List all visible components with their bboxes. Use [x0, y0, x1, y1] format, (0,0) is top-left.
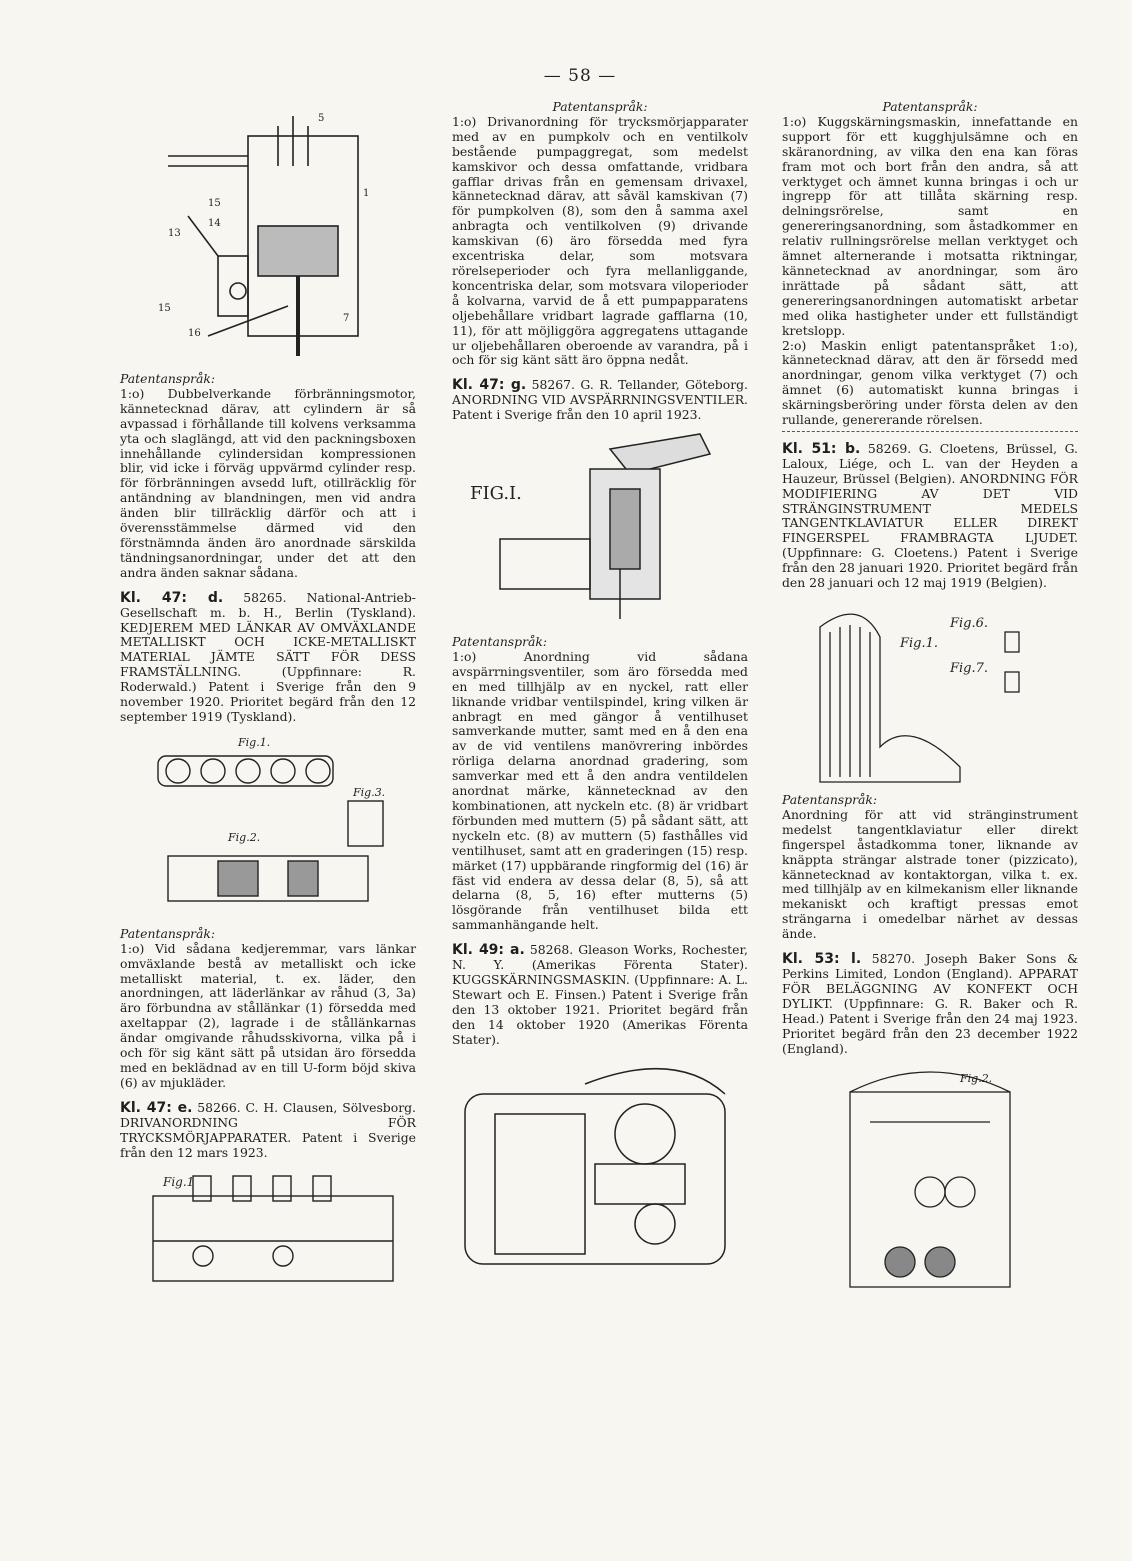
- entry-text: 58269. G. Cloetens, Brüssel, G. Laloux, Liége, och L. van der Heyden a Hauzeur, Brüssel (Belgien). ANORDNING FÖR MODIFIERING AV DET VID STRÄNGINSTRUMENT MEDELS TANGENTKLAVIATUR ELLER DIREKT FINGERSPEL FRAMBRAGTA LJUDET. (Uppfinnare: G. Cloetens.) Patent i Sverige från den 28 januari 1920. Prioritet begärd från den 28 januari och 12 maj 1919 (Belgien).: [782, 440, 1078, 591]
- column-right: [782, 100, 1078, 1298]
- shutoff-valve-drawing: [460, 429, 740, 629]
- claim-text: 1:o) Dubbelverkande förbränningsmotor, kännetecknad därav, att cylindern är så avpassad i förhållande till kolvens verksamma yta och slaglängd, att vid den packningsboxen innehållande cylindersidan kompressionen blir, vid icke i förväg uppvärmd cylinder resp. för förbränningen avsedd luft, otillräcklig för antändning av blandningen, men vid andra änden blir tillräcklig därför och att i överensstämmelse därmed vid den förstnämnda änden äro anordnade särskilda tändningsanordningar, under det att den andra änden saknar sådana.: [120, 385, 416, 580]
- patent-entry: [452, 943, 748, 1047]
- entry-text: 58266. C. H. Clausen, Sölvesborg. DRIVANORDNING FÖR TRYCKSMÖRJAPPARATER. Patent i Sverige från den 12 mars 1923.: [120, 1099, 416, 1160]
- claims-heading: Patentanspråk:: [120, 925, 216, 941]
- separator: [782, 431, 1078, 432]
- claim-text: Anordning för att vid stränginstrument medelst tangentklaviatur eller direkt fingerspel åstadkomma toner, liknande av knäppta strängar alstrade toner (pizzicato), kännetecknad av kontaktorgan, vilka t. ex. med tillhjälp av en kilmekanism eller liknande mekaniskt och kraftigt pressas emot strängarna i omedelbar närhet av dessas ände.: [782, 806, 1078, 942]
- lubricator-pump-drawing: [123, 1166, 413, 1286]
- claims-heading: Patentanspråk:: [882, 99, 978, 114]
- chain-fig3-label: Fig.3.: [353, 785, 386, 799]
- entry-text: 58267. G. R. Tellander, Göteborg. ANORDNING VID AVSPÄRRNINGSVENTILER. Patent i Sverige från den 10 april 1923.: [452, 377, 748, 423]
- patent-entry: [120, 1101, 416, 1161]
- claims-heading: Patentanspråk:: [782, 792, 878, 807]
- patent-entry: [452, 378, 748, 423]
- class-label: Kl. 47: d.: [120, 589, 224, 606]
- entry-text: 58265. National-Antrieb-Gesellschaft m. b. H., Berlin (Tyskland). KEDJEREM MED LÄNKAR AV OMVÄXLANDE METALLISKT OCH ICKE-METALLISKT MATERIAL JÄMTE SÄTT FÖR DESS FRAMSTÄLLNING. (Uppfinnare: R. Roderwald.) Patent i Sverige från den 9 november 1920. Prioritet begärd från den 12 september 1919 (Tyskland).: [120, 589, 416, 724]
- page-number: — 58 —: [543, 66, 617, 86]
- claim-text: 1:o) Kuggskärningsmaskin, innefattande en support för ett kugghjulsämne och en skäranordning, av vilka den ena kan föras fram mot och bort från den andra, så att verktyget och ämnet kunna bringas i och ur ingrepp för att tillåta skärning resp. delningsrörelse, samt en genereringsanordning, som åstadkommer en relativ rullningsrörelse mellan verktyget och ämnet alternerande i motsatta riktningar, kännetecknad av anordningar, som äro inrättade på sådant sätt, att genereringsanordningen automatiskt arbetar med olika hastigheter under ett fullständigt kretslopp.: [782, 113, 1078, 338]
- valve-fig-label: FIG.I.: [470, 483, 522, 505]
- column-middle: [452, 100, 748, 1280]
- patent-entry: [782, 952, 1078, 1056]
- claim-text: 1:o) Anordning vid sådana avspärrningsventiler, som äro försedda med en med tillhjälp av en nyckel, ratt eller liknande vridbar ventilspindel, kring vilken är anbragt en med gängor å ventilhuset samverkande mutter, samt med en å den ena av de vid ventilens manövrering inbördes rörliga delarna anordnad gradering, som samverkar med ett å den andra ventildelen anordnat märke, kännetecknad av den kombinationen, att nyckeln etc. (8) är vridbart förbunden med muttern (5) på sådant sätt, att nyckeln etc. (8) av muttern (5) fasthålles vid ventilhuset, samt att en graderingen (15) resp. märket (17) uppbärande ringformig del (16) är fäst vid endera av dessa delar (8, 5), så att delarna (8, 5, 16) efter mutterns (5) lösgörande från ventilhuset bilda ett sammanhängande helt.: [452, 648, 748, 933]
- svg-text:1: 1: [363, 188, 370, 199]
- claims-heading: Patentanspråk:: [552, 99, 648, 114]
- patent-entry: [120, 591, 416, 725]
- chain-fig1-label: Fig.1.: [238, 735, 271, 749]
- svg-text:15: 15: [208, 198, 221, 209]
- claims-heading: Patentanspråk:: [452, 634, 548, 650]
- piano-fig7-label: Fig.7.: [950, 661, 989, 676]
- gear-cutting-machine-drawing: [455, 1054, 745, 1274]
- entry-text: 58268. Gleason Works, Rochester, N. Y. (Amerikas Förenta Stater). KUGGSKÄRNINGSMASKIN. (Uppfinnare: A. L. Stewart och E. Finsen.) Patent i Sverige från den 13 oktober 1921. Prioritet begärd från den 14 oktober 1920 (Amerikas Förenta Stater).: [452, 942, 748, 1047]
- claim-text: 1:o) Drivanordning för trycksmörjapparater med av en pumpkolv och en ventilkolv bestående pumpaggregat, som medelst kamskivor och dessa omfattande, vridbara gafflar drivas från en gemensam drivaxel, kännetecknad därav, att såväl kamskivan (7) för pumpkolven (8), som den å samma axel anbragta och ventilkolven (9) drivande kamskivan (6) äro försedda med fyra excentriska delar, som motsvara rörelseperioder och fyra mellanliggande, koncentriska delar, som motsvara viloperioder å kolvarna, varvid de å ett pumpapparatens oljebehållare vridbart lagrade gafflarna (10, 11), för att möjliggöra aggregatens uttagande ur oljebehållaren oberoende av varandra, på i och för sig känt sätt äro öppna nedåt.: [452, 113, 748, 368]
- svg-text:13: 13: [168, 228, 181, 239]
- patent-entry: [782, 442, 1078, 591]
- svg-text:15: 15: [158, 303, 171, 314]
- coating-fig2-label: Fig.2.: [960, 1072, 993, 1086]
- coating-apparatus-drawing: [830, 1062, 1030, 1292]
- svg-text:5: 5: [318, 113, 325, 124]
- piano-string-drawing: [800, 597, 1060, 787]
- piano-fig6-label: Fig.6.: [950, 616, 989, 631]
- claims-heading: Patentanspråk:: [120, 371, 216, 386]
- svg-text:16: 16: [188, 328, 201, 339]
- entry-text: 58270. Joseph Baker Sons & Perkins Limited, London (England). APPARAT FÖR BELÄGGNING AV KONFEKT OCH DYLIKT. (Uppfinnare: G. R. Baker och R. Head.) Patent i Sverige från den 24 maj 1923. Prioritet begärd från den 23 december 1922 (England).: [782, 951, 1078, 1056]
- piano-fig1-label: Fig.1.: [900, 636, 939, 651]
- chain-belt-drawing: [128, 731, 408, 921]
- chain-fig2-label: Fig.2.: [228, 830, 261, 844]
- class-label: Kl. 49: a.: [452, 942, 525, 959]
- claim-text: 1:o) Vid sådana kedjeremmar, vars länkar omväxlande bestå av metalliskt och icke metalliskt material, t. ex. läder, den anordningen, att läderlänkar av råhud (3, 3a) äro förbundna av stållänkar (1) försedda med axeltappar (2), lagrade i de stållänkarnas ändar omgivande råhudsskivorna, vilka på i och för sig känt sätt på utsidan äro försedda med en beklädnad av en till U-form böjd skiva (6) av mjukläder.: [120, 940, 416, 1090]
- column-left: [120, 100, 416, 1292]
- class-label: Kl. 47: e.: [120, 1099, 193, 1116]
- engine-fig1-label: Fig.1: [163, 1175, 195, 1190]
- svg-text:14: 14: [208, 218, 221, 229]
- class-label: Kl. 47: g.: [452, 377, 527, 394]
- engine-cylinder-drawing: [148, 106, 388, 366]
- svg-text:7: 7: [343, 313, 350, 324]
- class-label: Kl. 51: b.: [782, 440, 861, 457]
- claim-text: 2:o) Maskin enligt patentanspråket 1:o), kännetecknad därav, att den är försedd med anordningar, genom vilka verktyget (7) och ämnet (6) automatiskt kunna bringas i skärningsberöring under första delen av den rullande, genererande rörelsen.: [782, 337, 1078, 428]
- class-label: Kl. 53: l.: [782, 951, 862, 968]
